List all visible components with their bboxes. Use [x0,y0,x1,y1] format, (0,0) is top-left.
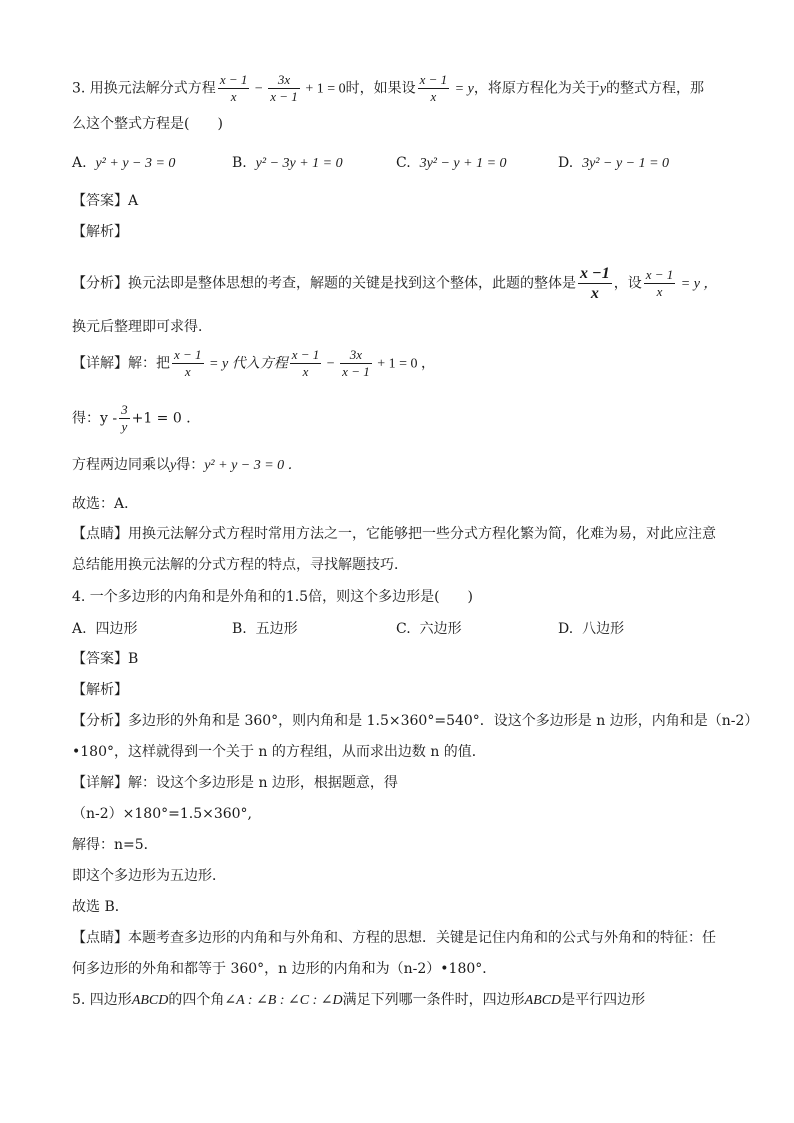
q3-option-b: B. y² − 3y + 1 = 0 [232,155,343,171]
q3-option-a: A. y² + y − 3 = 0 [72,155,176,171]
q4-detail-line1: 【详解】解：设这个多边形是 n 边形，根据题意，得 [72,775,398,791]
q3-detail-sub-fraction: $\frac{x - 1}{x}$ [174,347,202,379]
q3-answer: 【答案】A [72,193,139,209]
q3-detail-fraction-1: $\frac{x - 1}{x}$ [291,347,320,379]
q3-detail-line1: 【详解】解：把 $\frac{x - 1}{x}$ = y 代入方程 $\frac{x - 1}{x}$ − $\frac{3x}{x - 1}$ + 1 = 0 ， [72,347,436,379]
q4-analysis-heading: 【解析】 [72,682,128,698]
q3-fenxi-fraction: $\frac{x -1}{x}$ [580,265,610,302]
q3-fraction-1: $\frac{x - 1}{x}$ [219,72,248,104]
q4-fenxi-line2: •180°，这样就得到一个关于 n 的方程组，从而求出边数 n 的值． [72,744,486,760]
q3-fraction-2: $\frac{3x}{x - 1}$ [270,72,298,104]
q4-fenxi-line1: 【分析】多边形的外角和是 360°，则内角和是 1.5×360°=540°．设这个多边形是 n 边形，内角和是（n-2） [72,713,759,729]
q3-stem-line1: 3. 用换元法解分式方程 $\frac{x - 1}{x}$ − $\frac{3x}{x - 1}$ + 1 = 0时，如果设 $\frac{x - 1}{x}$ = y，将原方程化为关于y的整式方程，那 [72,72,705,104]
q4-option-d: D. 八边形 [558,621,625,637]
q3-derived-fraction: $\frac{3}{y}$ [121,402,128,434]
q4-choose: 故选 B． [72,899,129,915]
q4-option-c: C. 六边形 [396,621,462,637]
q4-detail-line4: 即这个多边形为五边形． [72,868,226,884]
q4-detail-line3: 解得：n=5． [72,837,158,853]
q3-dianjing-line1: 【点睛】用换元法解分式方程时常用方法之一，它能够把一些分式方程化繁为简，化难为易，对此应注意 [72,526,716,542]
q4-dianjing-line1: 【点睛】本题考查多边形的内角和与外角和、方程的思想．关键是记住内角和的公式与外角和的特征：任 [72,930,716,946]
q3-fenxi-line2: 换元后整理即可求得． [72,319,212,335]
q3-option-d: D. 3y² − y − 1 = 0 [558,155,670,171]
q4-answer: 【答案】B [72,651,139,667]
q5-stem: 5. 四边形ABCD的四个角∠A : ∠B : ∠C : ∠D满足下列哪一条件时，四边形ABCD是平行四边形 [72,992,646,1008]
q3-fenxi-sub-fraction: $\frac{x - 1}{x}$ [645,267,674,299]
q3-fenxi-line1: 【分析】换元法即是整体思想的考查，解题的关键是找到这个整体，此题的整体是 $\frac{x -1}{x}$ ，设 $\frac{x - 1}{x}$ = y ， [72,265,718,302]
q4-option-b: B. 五边形 [232,621,298,637]
q3-analysis-heading: 【解析】 [72,224,128,240]
q3-substitution-fraction: $\frac{x - 1}{x}$ [419,72,448,104]
q4-detail-line2: （n-2）×180°=1.5×360°, [72,806,253,822]
q4-stem: 4. 一个多边形的内角和是外角和的1.5倍，则这个多边形是( ) [72,589,473,605]
q4-dianjing-line2: 何多边形的外角和都等于 360°，n 边形的内角和为（n-2）•180°． [72,961,497,977]
q3-stem-line2: 么这个整式方程是( ) [72,116,223,132]
q3-derived-equation: 得：y - $\frac{3}{y}$ +1 = 0 ． [72,402,201,434]
q3-choose: 故选：A． [72,496,139,512]
q3-stem-text: 3. 用换元法解分式方程 [72,80,216,97]
q3-detail-fraction-2: $\frac{3x}{x - 1}$ [342,347,370,379]
q4-option-a: A. 四边形 [72,621,138,637]
q3-option-c: C. 3y² − y + 1 = 0 [396,155,507,171]
q3-multiply-line: 方程两边同乘以y得：y² + y − 3 = 0 ． [72,457,302,473]
q3-dianjing-line2: 总结能用换元法解的分式方程的特点，寻找解题技巧． [72,557,408,573]
